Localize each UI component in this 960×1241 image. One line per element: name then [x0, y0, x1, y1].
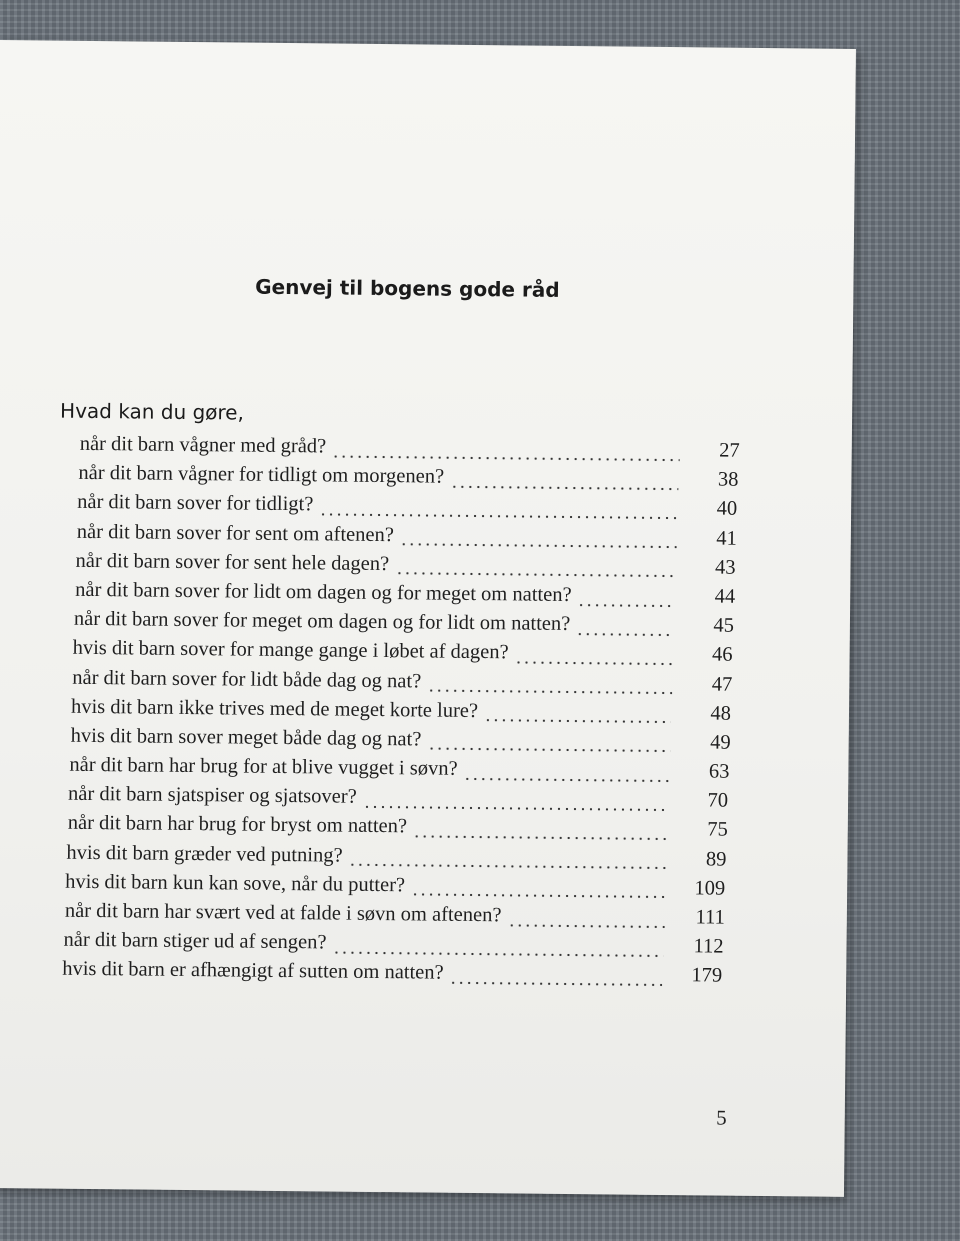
toc-entry-text: når dit barn sover for sent om aftenen? [76, 520, 395, 546]
dot-leader [400, 542, 677, 549]
toc-entry-text: hvis dit barn sover for mange gange i løbet af dagen? [72, 637, 509, 664]
toc-entry-text: når dit barn sjatspiser og sjatsover? [67, 783, 357, 809]
dot-leader [332, 950, 663, 957]
toc-entry-text: hvis dit barn sover meget både dag og nat? [70, 724, 422, 751]
dot-leader [349, 863, 667, 870]
toc-entry-page: 112 [693, 935, 724, 958]
toc-entry-text: når dit barn vågner for tidligt om morgenen? [78, 462, 445, 488]
toc-entry-page: 48 [710, 702, 732, 725]
toc-entry-page: 40 [716, 497, 738, 521]
toc-entry-page: 47 [711, 672, 733, 696]
toc-entry-page: 75 [707, 818, 728, 842]
toc-entry-text: når dit barn sover for tidligt? [77, 491, 314, 516]
toc-entry-page: 45 [713, 614, 735, 637]
toc-entry-text: når dit barn har svært ved at falde i søvn om aftenen? [64, 899, 502, 927]
toc-entry-text: når dit barn stiger ud af sengen? [63, 928, 327, 954]
toc-entry-text: når dit barn har brug for at blive vugget i søvn? [69, 753, 458, 780]
toc-entry-page: 41 [716, 527, 737, 550]
toc-entry-text: hvis dit barn er afhængigt af sutten om natten? [62, 958, 444, 985]
dot-leader [319, 512, 677, 520]
dot-leader [427, 689, 672, 696]
dot-leader [515, 660, 673, 666]
toc-entry-page: 44 [714, 585, 736, 608]
toc-entry-page: 43 [714, 556, 736, 579]
dot-leader [576, 632, 674, 637]
book-page [0, 40, 856, 1197]
page-number: 5 [716, 1105, 727, 1130]
dot-leader [450, 485, 678, 491]
dot-leader [427, 747, 670, 754]
dot-leader [484, 718, 671, 724]
toc-entry-page: 49 [710, 731, 731, 754]
table-of-contents [62, 432, 740, 994]
toc-entry-page: 63 [708, 760, 730, 783]
dot-leader [332, 454, 680, 462]
toc-entry-page: 179 [691, 964, 723, 987]
page-title: Genvej til bogens gode råd [255, 274, 560, 302]
dot-leader [363, 805, 668, 812]
toc-entry-text: når dit barn vågner med gråd? [79, 432, 327, 458]
dot-leader [395, 572, 675, 579]
dot-leader [450, 981, 663, 987]
toc-entry-text: når dit barn sover for lidt både dag og nat? [72, 666, 422, 692]
dot-leader [578, 603, 676, 608]
toc-entry-page: 70 [707, 789, 729, 812]
toc-entry-text: når dit barn sover for meget om dagen og for lidt om natten? [73, 607, 571, 636]
dot-leader [413, 834, 668, 841]
toc-entry-text: når dit barn har brug for bryst om natten? [67, 812, 408, 838]
toc-entry-text: når dit barn sover for lidt om dagen og for meget om natten? [75, 578, 572, 606]
dot-leader [464, 777, 670, 783]
toc-entry-text: hvis dit barn kun kan sove, når du putter? [65, 870, 406, 897]
toc-entry-page: 89 [705, 848, 727, 871]
toc-entry [62, 958, 722, 994]
toc-entry-page: 38 [717, 468, 739, 491]
section-heading: Hvad kan du gøre, [59, 398, 245, 425]
toc-entry-page: 109 [694, 877, 726, 900]
toc-entry-page: 46 [711, 643, 733, 667]
toc-entry-text: hvis dit barn græder ved putning? [66, 841, 343, 867]
toc-entry-page: 27 [719, 439, 740, 462]
toc-entry-text: når dit barn sover for sent hele dagen? [75, 549, 390, 575]
dot-leader [507, 923, 664, 929]
toc-entry-page: 111 [695, 906, 725, 929]
dot-leader [411, 893, 665, 900]
toc-entry-text: hvis dit barn ikke trives med de meget korte lure? [70, 695, 479, 722]
